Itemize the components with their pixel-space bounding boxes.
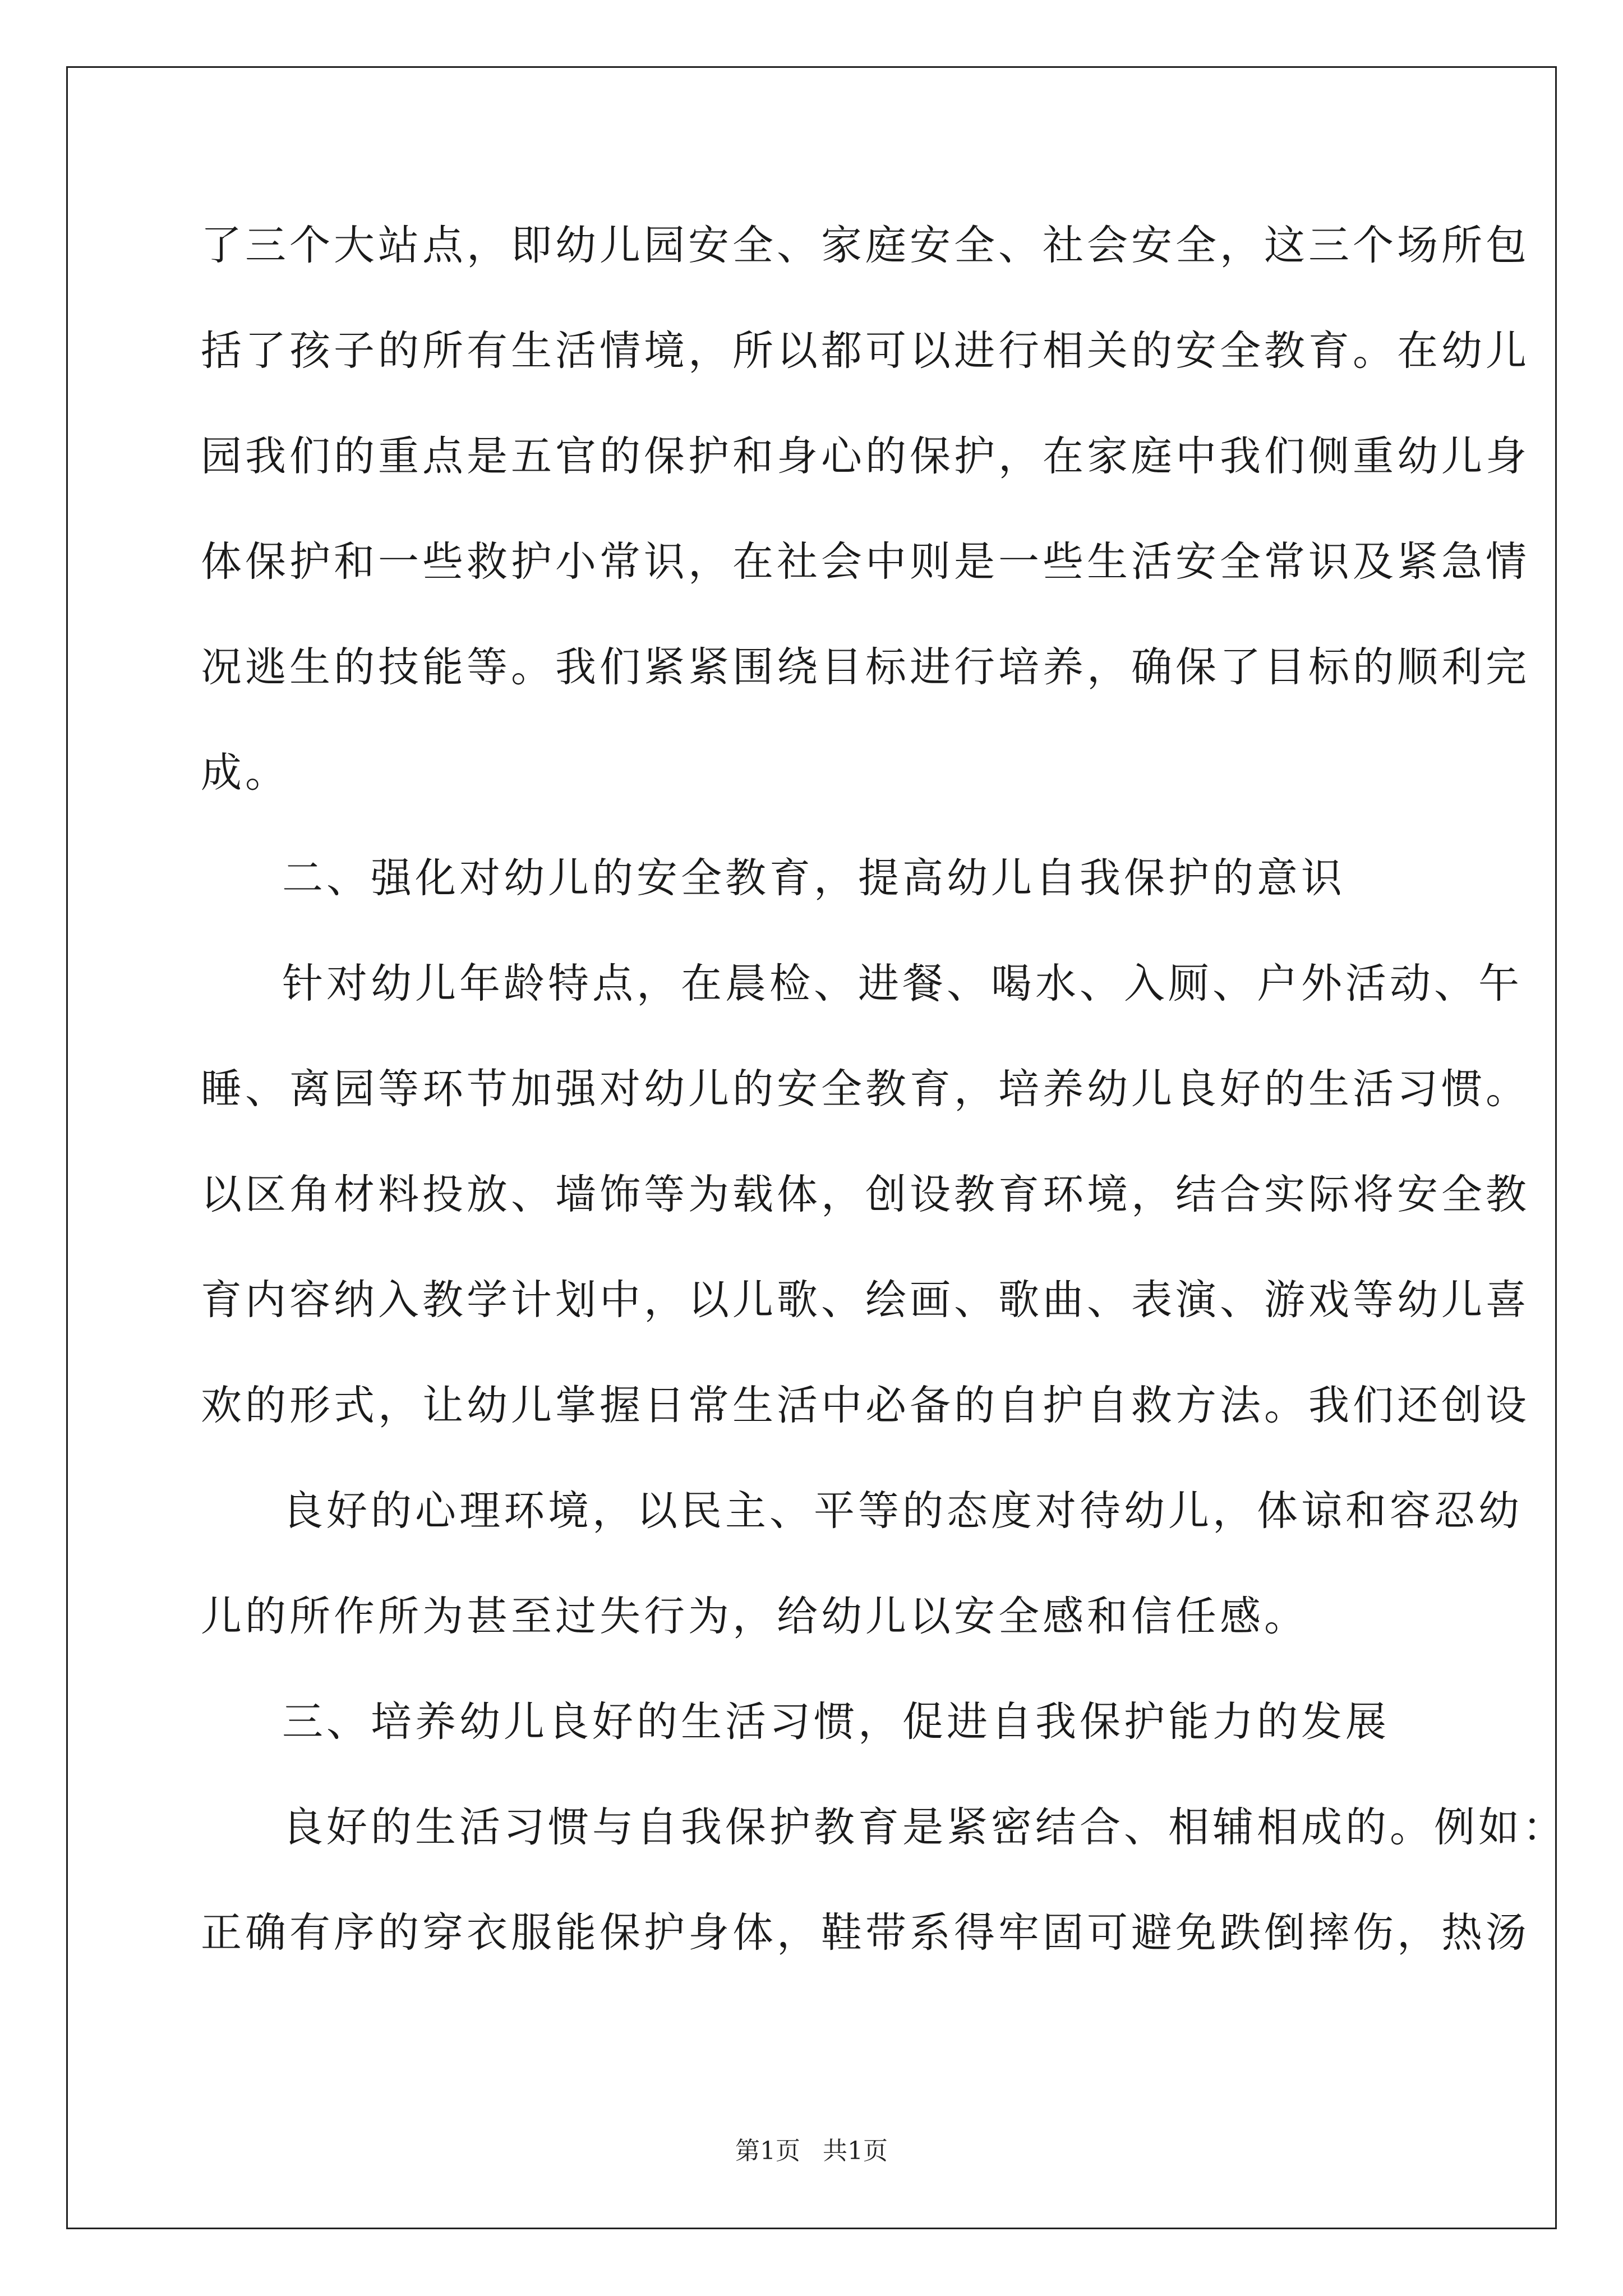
text-line: 针对幼儿年龄特点，在晨检、进餐、喝水、入厕、户外活动、午 [282,960,1523,1007]
text-line: 了三个大站点，即幼儿园安全、家庭安全、社会安全，这三个场所包 [201,222,1530,269]
page-number-total: 共1页 [823,2137,888,2165]
section-heading: 三、培养幼儿良好的生活习惯，促进自我保护能力的发展 [282,1698,1390,1746]
text-line: 正确有序的穿衣服能保护身体，鞋带系得牢固可避免跌倒摔伤，热汤 [201,1909,1530,1957]
section-heading: 二、强化对幼儿的安全教育，提高幼儿自我保护的意识 [282,854,1345,902]
text-line: 园我们的重点是五官的保护和身心的保护，在家庭中我们侧重幼儿身 [201,432,1530,480]
text-line: 括了孩子的所有生活情境，所以都可以进行相关的安全教育。在幼儿 [201,327,1530,375]
text-line: 欢的形式，让幼儿掌握日常生活中必备的自护自救方法。我们还创设 [201,1382,1530,1429]
text-line: 良好的心理环境，以民主、平等的态度对待幼儿，体谅和容忍幼 [282,1487,1523,1535]
text-line: 儿的所作所为甚至过失行为，给幼儿以安全感和信任感。 [201,1593,1308,1640]
page-footer [0,2134,1623,2168]
text-line: 育内容纳入教学计划中，以儿歌、绘画、歌曲、表演、游戏等幼儿喜 [201,1276,1530,1324]
text-line: 体保护和一些救护小常识，在社会中则是一些生活安全常识及紧急情 [201,538,1530,586]
text-line: 睡、离园等环节加强对幼儿的安全教育，培养幼儿良好的生活习惯。 [201,1065,1530,1113]
text-line: 况逃生的技能等。我们紧紧围绕目标进行培养，确保了目标的顺利完 [201,643,1530,691]
text-line: 良好的生活习惯与自我保护教育是紧密结合、相辅相成的。例如： [282,1803,1567,1851]
page-number-current: 第1页 [735,2137,800,2165]
text-line: 以区角材料投放、墙饰等为载体，创设教育环境，结合实际将安全教 [201,1171,1530,1218]
text-line: 成。 [201,749,289,797]
